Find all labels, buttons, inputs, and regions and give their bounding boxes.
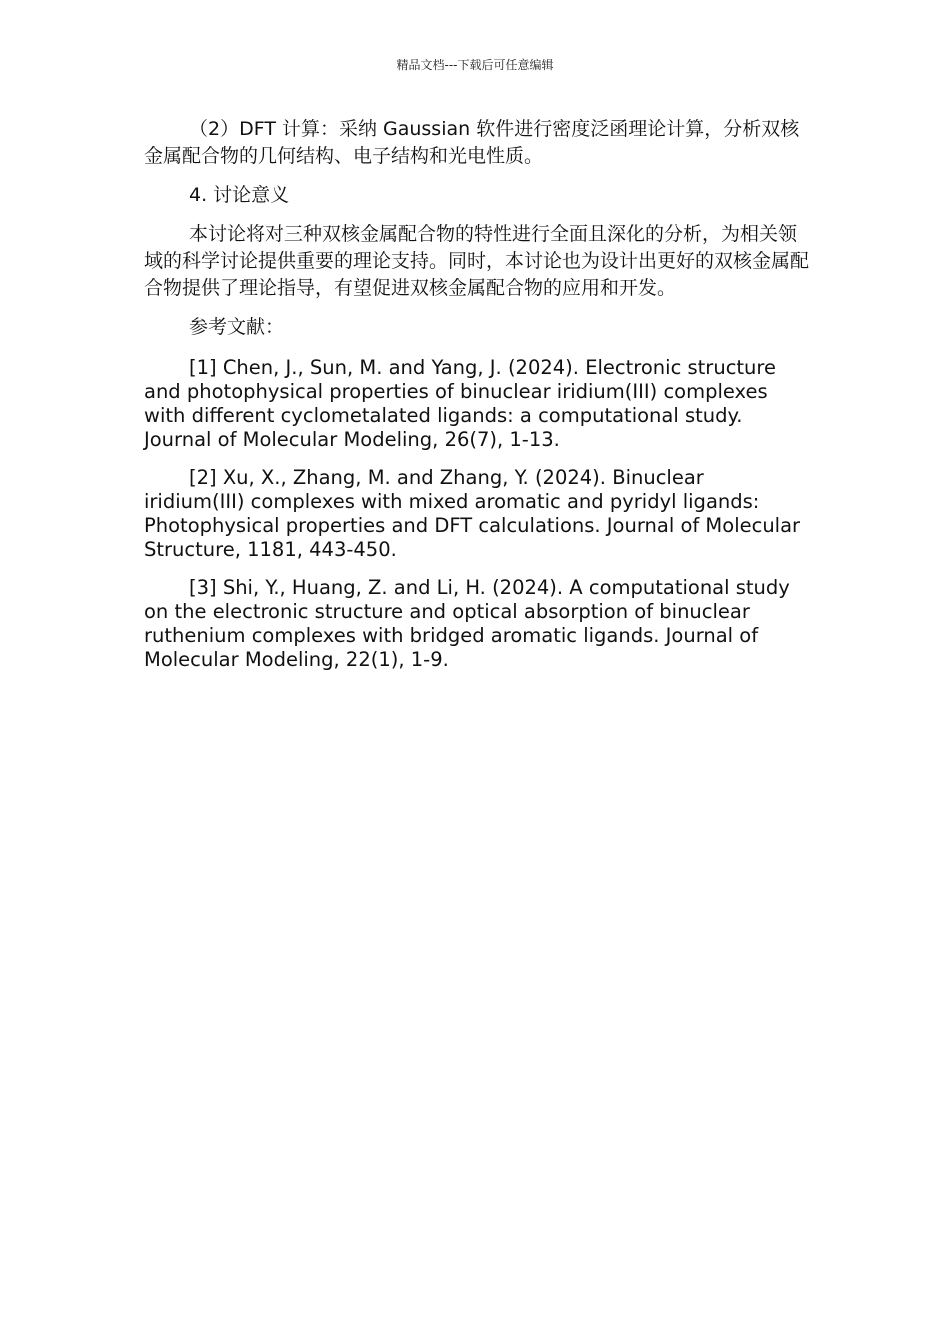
section-heading-significance: 4. 讨论意义: [189, 184, 290, 206]
references-heading: 参考文献：: [189, 316, 285, 338]
reference-item-3: [3] Shi, Y., Huang, Z. and Li, H. (2024). A computational study on the electronic structure and optical absorption of binuclear ruthenium complexes with bridged aromatic ligands. Journal of Molecular Modeling, 22(1), 1-9.: [144, 576, 790, 671]
method-dft-paragraph: （2）DFT 计算：采纳 Gaussian 软件进行密度泛函理论计算，分析双核金属配合物的几何结构、电子结构和光电性质。: [144, 118, 800, 167]
significance-paragraph: 本讨论将对三种双核金属配合物的特性进行全面且深化的分析，为相关领域的科学讨论提供重要的理论支持。同时，本讨论也为设计出更好的双核金属配合物提供了理论指导，有望促进双核金属配合物的应用和开发。: [144, 223, 810, 299]
reference-item-2: [2] Xu, X., Zhang, M. and Zhang, Y. (2024). Binuclear iridium(III) complexes with mixed aromatic and pyridyl ligands: Photophysical properties and DFT calculations. Journal of Molecular Structure, 1181, 443-450.: [144, 466, 801, 561]
reference-item-1: [1] Chen, J., Sun, M. and Yang, J. (2024). Electronic structure and photophysical properties of binuclear iridium(III) complexes with different cyclometalated ligands: a computational study. Journal of Molecular Modeling, 26(7), 1-13.: [144, 356, 776, 451]
page-header: 精品文档---下载后可任意编辑: [396, 58, 554, 72]
document-body: [144, 116, 810, 672]
